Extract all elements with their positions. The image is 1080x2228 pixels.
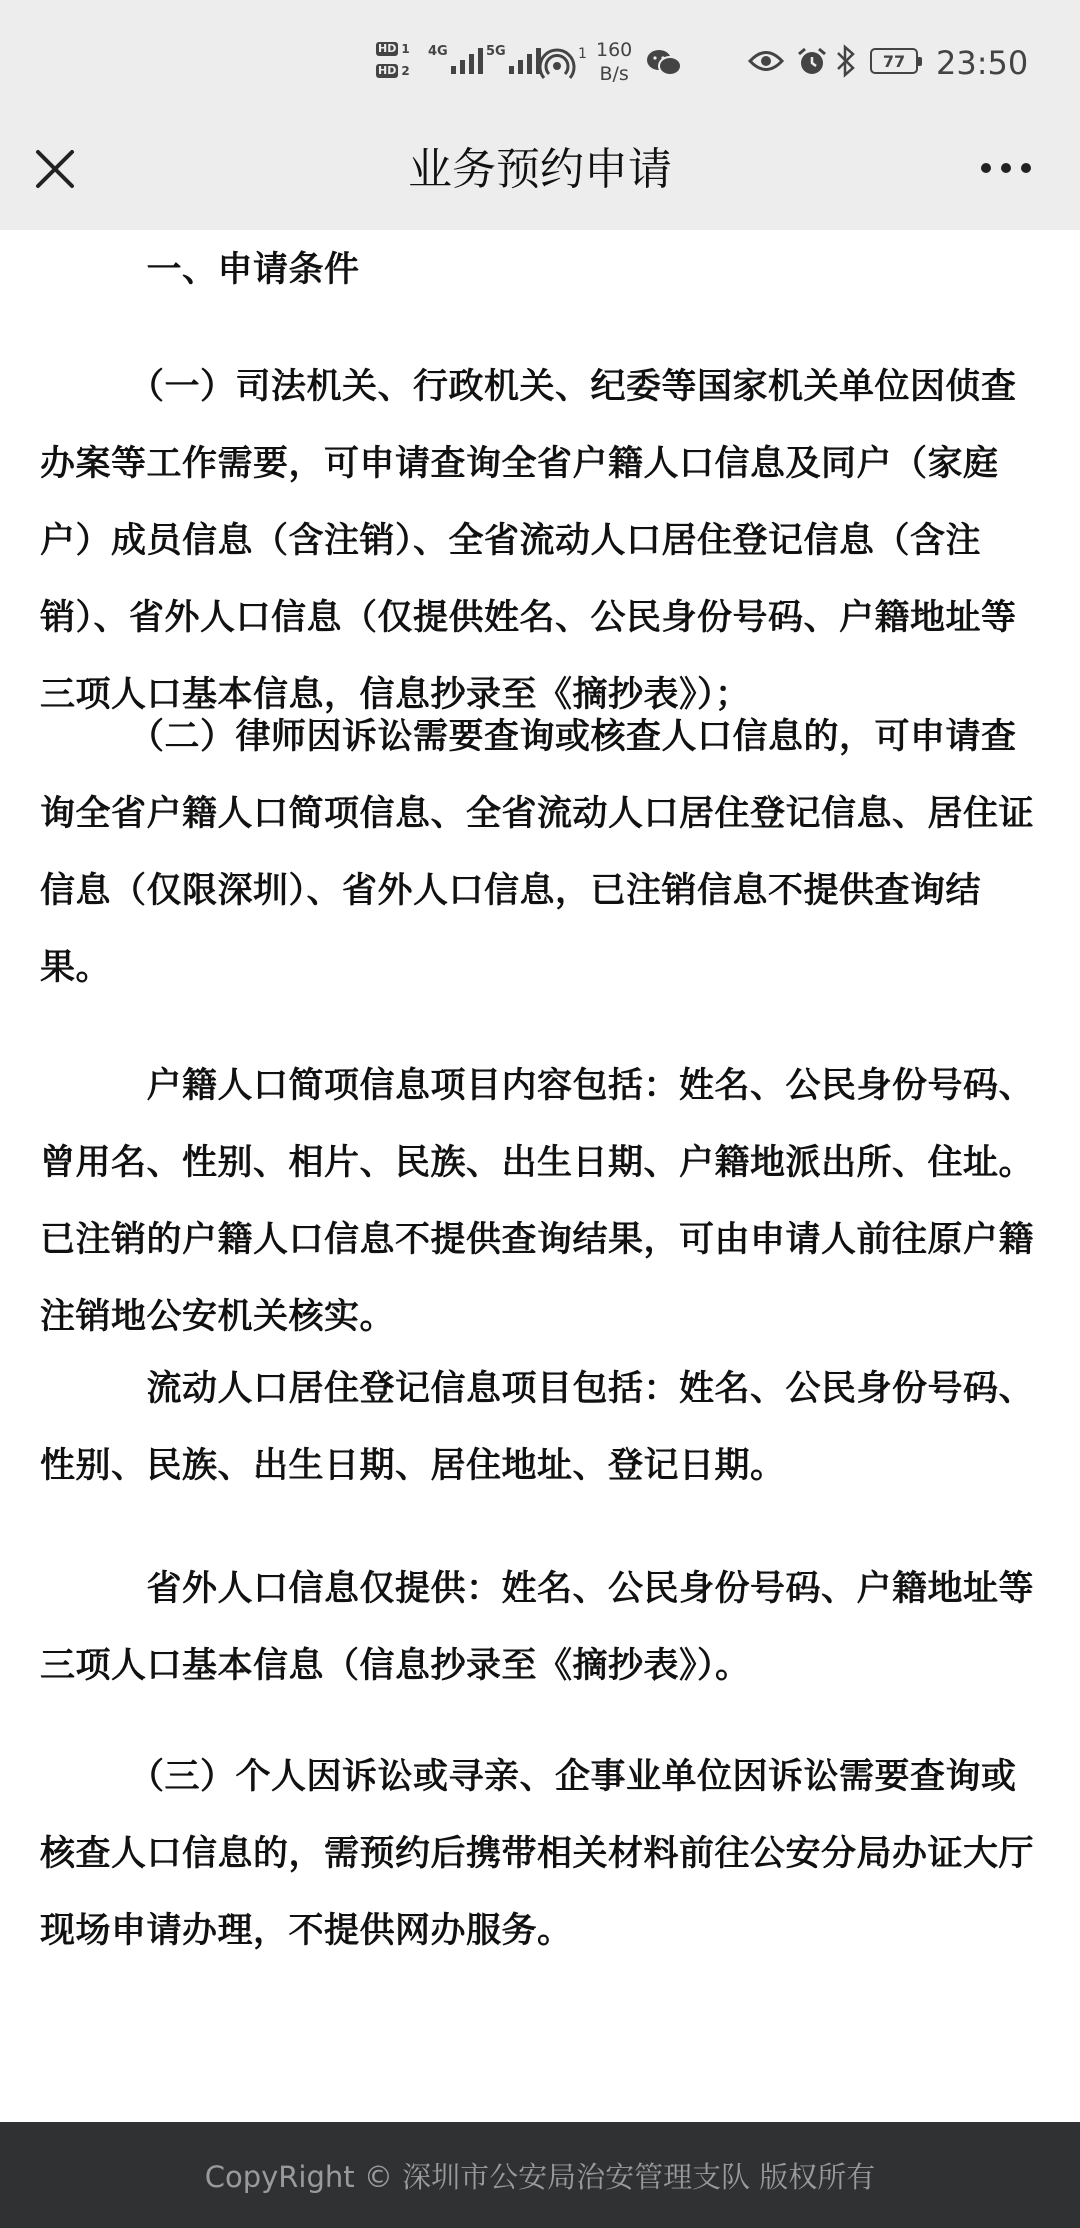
battery-level: 77 [882, 51, 906, 71]
article-content [0, 230, 1080, 2122]
status-bar [0, 0, 1080, 120]
network-5g-label: 5G [486, 44, 506, 59]
eye-icon [748, 48, 784, 78]
paragraph-3: 户籍人口简项信息项目内容包括：姓名、公民身份号码、曾用名、性别、相片、民族、出生日期、户籍地派出所、住址。已注销的户籍人口信息不提供查询结果，可由申请人前往原户籍注销地公安机关核实。 [40, 1066, 1035, 1337]
more-icon [976, 148, 1036, 188]
nav-bar [0, 120, 1080, 230]
hd1-label: HD [378, 42, 397, 55]
paragraph-4: 流动人口居住登记信息项目包括：姓名、公民身份号码、性别、民族、出生日期、居住地址、登记日期。 [40, 1369, 1035, 1486]
speed-unit: B/s [599, 63, 629, 85]
more-button[interactable] [976, 148, 1036, 188]
hotspot-icon [540, 46, 592, 84]
network-4g-label: 4G [428, 44, 448, 59]
hotspot-count: 1 [578, 46, 587, 62]
hd2-number: 2 [401, 64, 410, 78]
page-title: 业务预约申请 [408, 144, 672, 195]
paragraph-1: （一）司法机关、行政机关、纪委等国家机关单位因侦查办案等工作需要，可申请查询全省户籍人口信息及同户（家庭户）成员信息（含注销）、全省流动人口居住登记信息（含注销）、省外人口信息（仅提供姓名、公民身份号码、户籍地址等三项人口基本信息，信息抄录至《摘抄表》）； [40, 367, 1017, 715]
paragraph-6: （三）个人因诉讼或寻亲、企事业单位因诉讼需要查询或核查人口信息的，需预约后携带相关材料前往公安分局办证大厅现场申请办理，不提供网办服务。 [40, 1757, 1035, 1951]
paragraph-5: 省外人口信息仅提供：姓名、公民身份号码、户籍地址等三项人口基本信息（信息抄录至《摘抄表》）。 [40, 1569, 1035, 1686]
footer [0, 2122, 1080, 2228]
battery-icon [870, 48, 918, 74]
wechat-icon [646, 48, 682, 82]
hd1-number: 1 [401, 42, 410, 56]
speed-value: 160 [596, 39, 633, 61]
section-heading: 一、申请条件 [40, 250, 360, 290]
paragraph-2: （二）律师因诉讼需要查询或核查人口信息的，可申请查询全省户籍人口简项信息、全省流动人口居住登记信息、居住证信息（仅限深圳）、省外人口信息，已注销信息不提供查询结果。 [40, 717, 1035, 988]
copyright-text: CopyRight © 深圳市公安局治安管理支队 版权所有 [204, 2159, 876, 2194]
clock: 23:50 [936, 44, 1029, 82]
network-speed [596, 38, 632, 86]
bluetooth-icon [834, 44, 858, 82]
alarm-icon [796, 46, 828, 82]
hd2-label: HD [378, 64, 397, 77]
signal-icon [428, 44, 495, 74]
hd-indicator [376, 38, 418, 82]
